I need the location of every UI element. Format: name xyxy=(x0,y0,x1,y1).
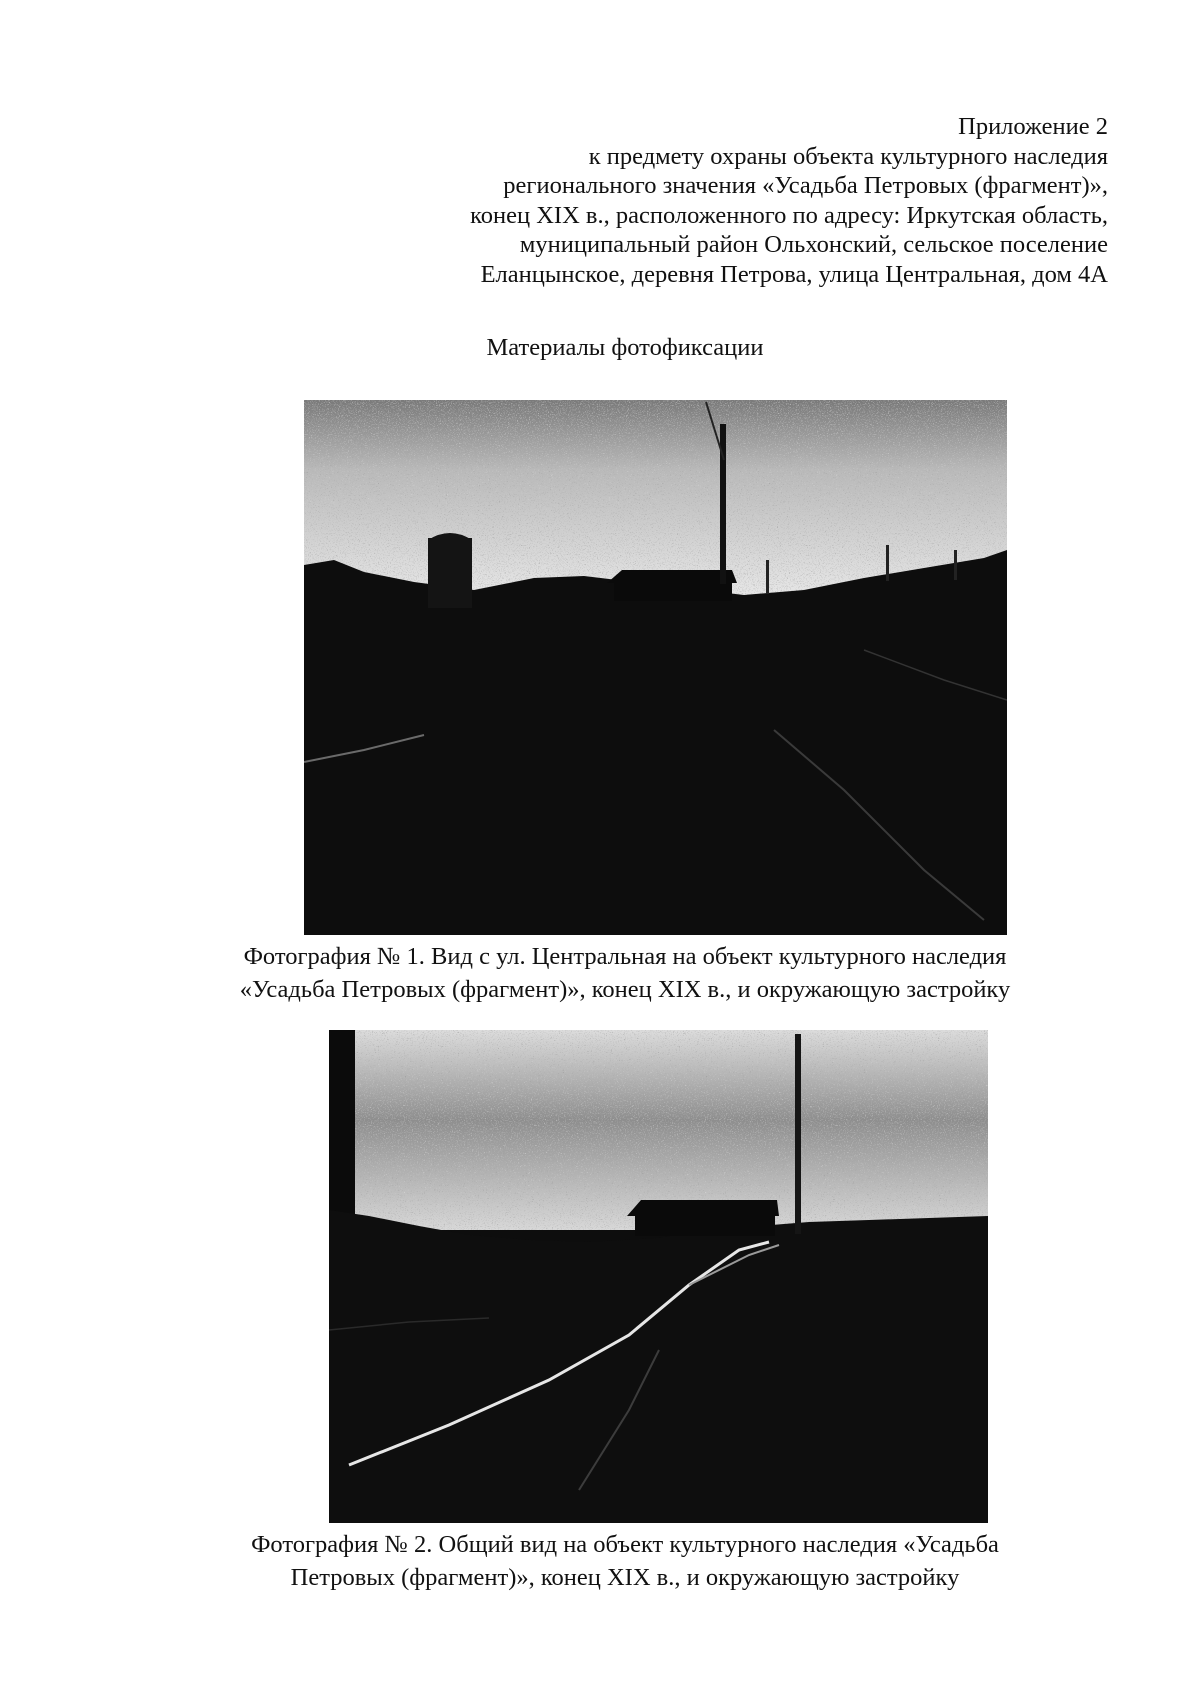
photo-2 xyxy=(329,1030,988,1523)
photo-1-caption-line: «Усадьба Петровых (фрагмент)», конец XIX в., и окружающую застройку xyxy=(239,976,1011,1003)
photo-2-caption xyxy=(0,1528,1200,1594)
appendix-header-line: Еланцынское, деревня Петрова, улица Центральная, дом 4А xyxy=(480,260,1108,288)
photo-1 xyxy=(304,400,1007,935)
appendix-header-line: муниципальный район Ольхонский, сельское поселение xyxy=(519,231,1108,258)
appendix-header-line: конец XIX в., расположенного по адресу: Иркутская область, xyxy=(470,201,1108,229)
appendix-number: Приложение 2 xyxy=(958,113,1108,140)
appendix-header xyxy=(348,112,1108,289)
photo-1-caption-line: Фотография № 1. Вид с ул. Центральная на объект культурного наследия xyxy=(243,943,1007,970)
photo-2-image xyxy=(329,1030,988,1523)
appendix-header-line: к предмету охраны объекта культурного наследия xyxy=(588,142,1108,170)
photo-1-image xyxy=(304,400,1007,935)
appendix-header-line: регионального значения «Усадьба Петровых (фрагмент)», xyxy=(503,172,1108,199)
photo-2-caption-line: Фотография № 2. Общий вид на объект культурного наследия «Усадьба xyxy=(251,1531,999,1558)
document-title: Материалы фотофиксации xyxy=(486,334,764,361)
photo-2-caption-line: Петровых (фрагмент)», конец XIX в., и окружающую застройку xyxy=(290,1564,960,1591)
photo-1-caption xyxy=(0,940,1200,1006)
